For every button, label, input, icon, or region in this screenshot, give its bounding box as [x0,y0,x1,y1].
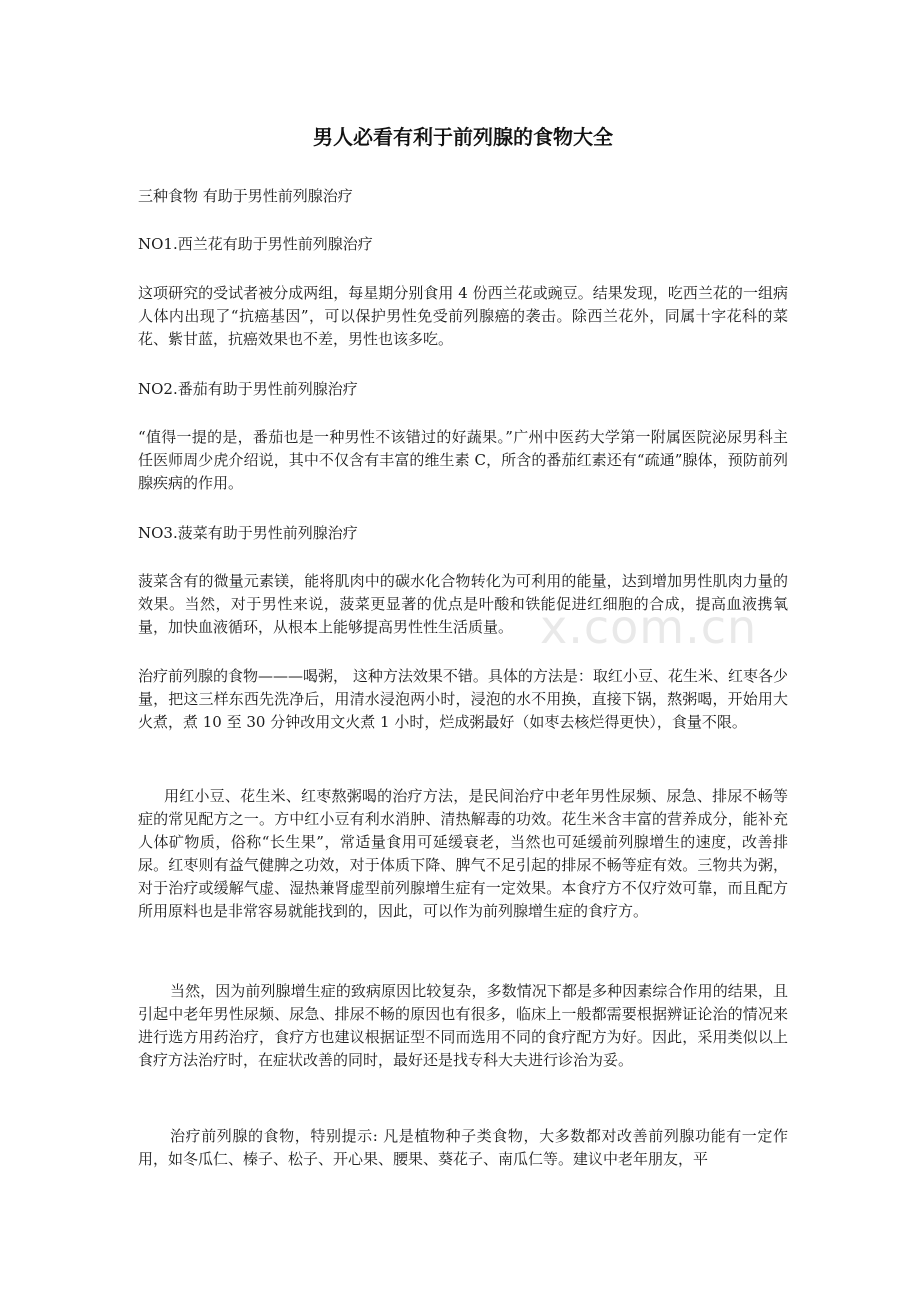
section-heading-no1: NO1.西兰花有助于男性前列腺治疗 [138,235,373,253]
section-heading-no3: NO3.菠菜有助于男性前列腺治疗 [138,524,358,542]
paragraph-porridge-explanation: 用红小豆、花生米、红枣熬粥喝的治疗方法，是民间治疗中老年男性尿频、尿急、排尿不畅等症的常见配方之一。方中红小豆有利水消肿、清热解毒的功效。花生米含丰富的营养成分，能补充人体矿物质，俗称“长生果”，常适量食用可延缓衰老，当然也可延缓前列腺增生的速度，改善排尿。红枣则有益气健脾之功效，对于体质下降、脾气不足引起的排尿不畅等症有效。三物共为粥，对于治疗或缓解气虚、湿热兼肾虚型前列腺增生症有一定效果。本食疗方不仅疗效可靠，而且配方所用原料也是非常容易就能找到的，因此，可以作为前列腺增生症的食疗方。 [138,787,788,920]
document-title: 男人必看有利于前列腺的食物大全 [313,125,613,149]
paragraph-porridge-method: 治疗前列腺的食物———喝粥， 这种方法效果不错。具体的方法是：取红小豆、花生米、红枣各少量，把这三样东西先洗净后，用清水浸泡两小时，浸泡的水不用换，直接下锅，熬粥喝，开始用大火煮，煮 10 至 30 分钟改用文火煮 1 小时，烂成粥最好（如枣去核烂得更快），食量不限。 [138,667,788,731]
paragraph-seeds-tip: 治疗前列腺的食物，特别提示: 凡是植物种子类食物，大多数都对改善前列腺功能有一定作用，如冬瓜仁、榛子、松子、开心果、腰果、葵花子、南瓜仁等。建议中老年朋友，平 [138,1127,788,1168]
section-heading-no2: NO2.番茄有助于男性前列腺治疗 [138,380,358,398]
paragraph-spinach: 菠菜含有的微量元素镁，能将肌肉中的碳水化合物转化为可利用的能量，达到增加男性肌肉力量的效果。当然，对于男性来说，菠菜更显著的优点是叶酸和铁能促进红细胞的合成，提高血液携氧量，加快血液循环，从根本上能够提高男性性生活质量。 [138,572,788,636]
paragraph-broccoli: 这项研究的受试者被分成两组，每星期分别食用 4 份西兰花或豌豆。结果发现，吃西兰花的一组病人体内出现了“抗癌基因”，可以保护男性免受前列腺癌的袭击。除西兰花外，同属十字花科的菜花、紫甘蓝，抗癌效果也不差，男性也该多吃。 [138,284,788,348]
paragraph-caution: 当然，因为前列腺增生症的致病原因比较复杂，多数情况下都是多种因素综合作用的结果，且引起中老年男性尿频、尿急、排尿不畅的原因也有很多，临床上一般都需要根据辨证论治的情况来进行选方用药治疗，食疗方也建议根据证型不同而选用不同的食疗配方为好。因此，采用类似以上食疗方法治疗时，在症状改善的同时，最好还是找专科大夫进行诊治为妥。 [138,982,788,1069]
paragraph-tomato: “值得一提的是，番茄也是一种男性不该错过的好蔬果。”广州中医药大学第一附属医院泌尿男科主任医师周少虎介绍说，其中不仅含有丰富的维生素 C，所含的番茄红素还有“疏通”腺体，预防前列腺疾病的作用。 [138,428,788,492]
intro-line: 三种食物 有助于男性前列腺治疗 [138,187,353,205]
watermark-text: x.com.cn [540,600,758,654]
